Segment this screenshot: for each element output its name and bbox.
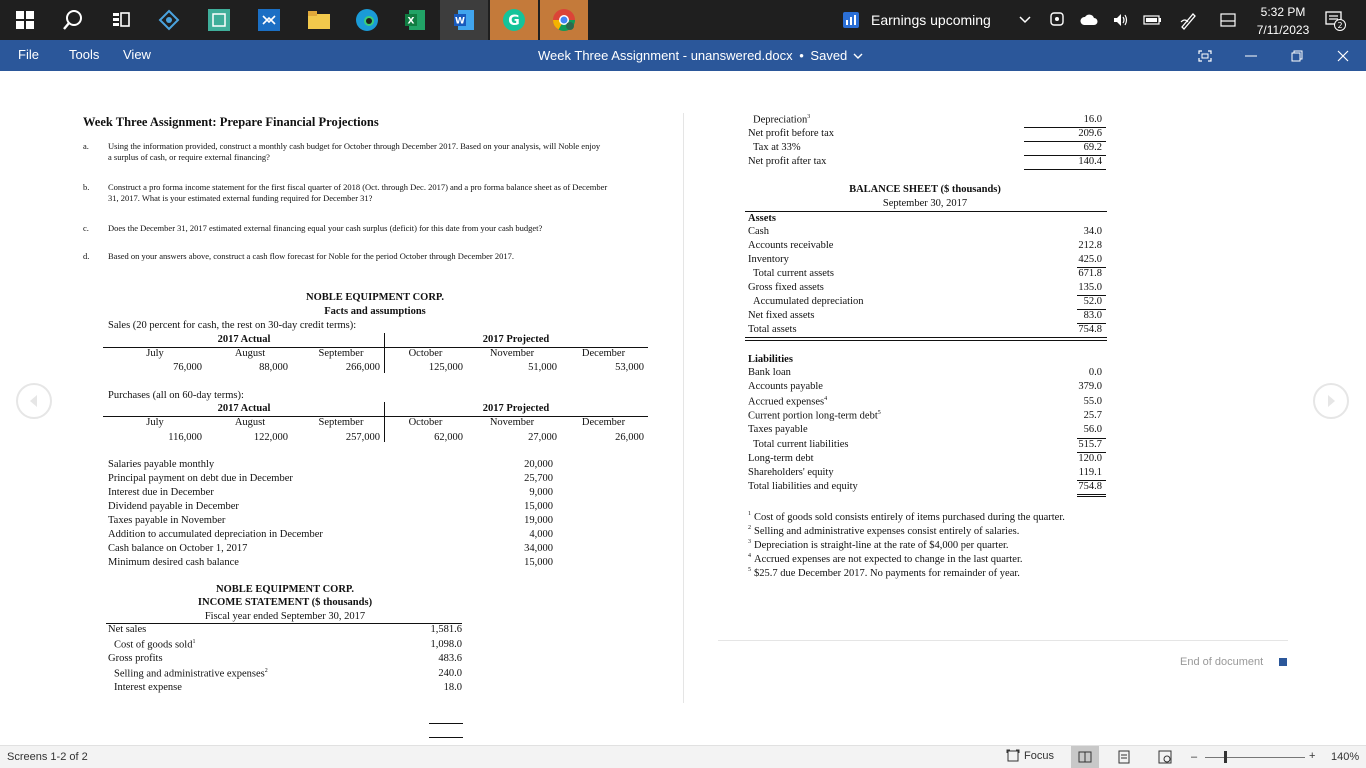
sales-month-5: November — [489, 348, 535, 359]
liability-label — [748, 481, 858, 492]
asset-underline — [1077, 323, 1106, 324]
liability-label-text: Total current liabilities — [753, 438, 849, 450]
title-separator: • — [799, 48, 804, 63]
purchases-label: Purchases (all on 60-day terms): — [108, 390, 244, 401]
footnote-number: 3 — [748, 539, 751, 545]
asset-value: 135.0 — [1078, 282, 1102, 293]
document-filename: Week Three Assignment - unanswered.docx — [538, 48, 793, 63]
sales-label: Sales (20 percent for cash, the rest on 30-day credit terms): — [108, 320, 357, 331]
sales-value-3: 266,000 — [345, 362, 380, 373]
footnote-ref: 3 — [807, 114, 811, 120]
notification-icon[interactable] — [1322, 0, 1348, 40]
footnote-ref: 5 — [877, 409, 881, 416]
asset-value: 425.0 — [1078, 254, 1102, 265]
income-cont-underline — [1024, 169, 1106, 170]
zoom-slider[interactable] — [1205, 757, 1305, 758]
remote-app-icon[interactable] — [252, 0, 286, 40]
end-rule — [718, 640, 1288, 641]
footnote — [748, 525, 1019, 537]
asset-value: 671.8 — [1078, 268, 1102, 279]
windows-start-icon[interactable] — [8, 0, 42, 40]
assumption-value: 9,000 — [529, 487, 553, 498]
assumption-label: Cash balance on October 1, 2017 — [108, 543, 248, 554]
liability-underline — [1077, 494, 1106, 495]
screens-indicator: Screens 1-2 of 2 — [7, 751, 88, 763]
total-assets-double-rule — [745, 337, 1107, 338]
document-area — [0, 71, 1366, 745]
purchases-value-2: 122,000 — [253, 432, 288, 443]
purchases-month-5: November — [489, 417, 535, 428]
balance-sheet-title: BALANCE SHEET ($ thousands) — [849, 184, 1001, 195]
income-cont-label — [748, 128, 834, 139]
sales-month-2: August — [234, 348, 266, 359]
footnote-ref: 4 — [824, 395, 828, 402]
liability-value: 119.1 — [1078, 467, 1102, 479]
purchases-value-3: 257,000 — [345, 432, 380, 443]
svg-text:W: W — [455, 16, 465, 27]
balance-sheet-rule — [745, 211, 1107, 212]
liability-label-text: Long-term debt — [748, 452, 814, 464]
sales-value-6: 53,000 — [615, 362, 644, 373]
asset-label — [748, 254, 789, 265]
pen-icon[interactable] — [1178, 0, 1200, 40]
focus-button[interactable] — [1006, 749, 1054, 763]
question-a-line2: a surplus of cash, or require external financing? — [108, 152, 270, 162]
liability-label-text: Taxes payable — [748, 424, 808, 436]
asset-label — [748, 310, 814, 321]
zoom-slider-thumb[interactable] — [1224, 751, 1227, 763]
read-mode-icon[interactable] — [1078, 751, 1092, 763]
app-icon[interactable] — [152, 0, 186, 40]
footnote — [748, 567, 1020, 579]
previous-screen-button[interactable] — [16, 383, 52, 419]
income-cont-value: 140.4 — [1078, 156, 1102, 167]
question-a-letter: a. — [83, 141, 89, 151]
zoom-level[interactable]: 140% — [1331, 751, 1360, 763]
liability-label — [748, 396, 827, 408]
status-bar — [0, 745, 1366, 768]
purchases-month-4: October — [408, 417, 443, 428]
income-cont-label — [748, 156, 826, 167]
liability-label-text: Current portion long-term debt — [748, 410, 878, 422]
income-cont-value: 209.6 — [1078, 128, 1102, 139]
assumption-label: Dividend payable in December — [108, 501, 239, 512]
is-corp-name: NOBLE EQUIPMENT CORP. — [216, 584, 354, 595]
sales-month-4: October — [408, 348, 443, 359]
income-cont-underline — [1024, 155, 1106, 156]
focus-icon — [1006, 749, 1020, 763]
purchases-value-1: 116,000 — [168, 432, 202, 443]
sales-projected-header: 2017 Projected — [482, 334, 550, 345]
liability-value: 379.0 — [1078, 381, 1102, 393]
liability-value: 515.7 — [1078, 438, 1102, 450]
liability-label-text: Shareholders' equity — [748, 467, 834, 479]
sales-month-1: July — [146, 348, 164, 359]
income-value: 18.0 — [443, 682, 462, 694]
income-label-text: Net sales — [108, 624, 147, 635]
liability-label — [748, 467, 834, 478]
asset-label-text: Accounts receivable — [748, 240, 834, 251]
corp-name: NOBLE EQUIPMENT CORP. — [306, 292, 444, 303]
grammarly-icon[interactable] — [497, 0, 531, 40]
assumption-value: 4,000 — [529, 529, 553, 540]
footnote — [748, 553, 1023, 565]
liability-label — [748, 367, 791, 378]
income-cont-label-text: Net profit before tax — [748, 128, 835, 139]
income-cont-value: 69.2 — [1083, 142, 1102, 153]
purchases-month-6: December — [581, 417, 626, 428]
footnote-text: Selling and administrative expenses consist entirely of salaries. — [754, 525, 1020, 537]
document-title[interactable] — [538, 48, 863, 63]
question-c-line1: Does the December 31, 2017 estimated external financing equal your cash surplus (deficit) for this date from your cash budget? — [108, 223, 543, 233]
next-screen-button[interactable] — [1313, 383, 1349, 419]
asset-label — [753, 268, 834, 279]
footnote — [748, 511, 1065, 523]
keyboard-icon[interactable] — [1218, 0, 1238, 40]
taskbar — [0, 0, 1366, 40]
liability-label — [748, 424, 808, 435]
is-subtitle: Fiscal year ended September 30, 2017 — [204, 611, 366, 622]
question-c-letter: c. — [83, 223, 89, 233]
camera-icon[interactable] — [1048, 0, 1066, 40]
purchases-divider — [384, 402, 385, 442]
asset-label-text: Total current assets — [753, 268, 834, 279]
clock-time: 5:32 PM — [1260, 5, 1306, 19]
question-d-line1: Based on your answers above, construct a cash flow forecast for Noble for the period October through December 2017. — [108, 251, 514, 261]
liability-label-text: Accrued expenses — [748, 396, 825, 408]
focus-label: Focus — [1024, 750, 1054, 762]
sales-divider — [384, 333, 385, 373]
income-cont-underline — [1024, 127, 1106, 128]
liability-value: 0.0 — [1088, 367, 1102, 378]
chevron-right-icon — [1315, 385, 1347, 417]
assumption-value: 15,000 — [524, 557, 553, 568]
sales-value-5: 51,000 — [528, 362, 557, 373]
menu-tools[interactable]: Tools — [69, 47, 100, 62]
asset-underline — [1077, 295, 1106, 296]
footnote-ref: 1 — [192, 638, 196, 645]
question-b-letter: b. — [83, 182, 90, 192]
purchases-projected-header: 2017 Projected — [482, 403, 550, 414]
income-value: 1,098.0 — [430, 638, 462, 650]
minimize-icon[interactable] — [1242, 40, 1260, 71]
income-value: 483.6 — [438, 653, 462, 665]
chevron-up-icon[interactable] — [1016, 0, 1034, 40]
earnings-news-text[interactable]: Earnings upcoming — [871, 12, 991, 28]
assumption-label: Salaries payable monthly — [108, 459, 215, 470]
income-cont-label-text: Depreciation — [753, 114, 808, 126]
asset-label — [748, 226, 769, 237]
income-cont-underline — [1024, 141, 1106, 142]
chrome-icon[interactable] — [547, 0, 581, 40]
widgets-icon[interactable] — [104, 0, 138, 40]
asset-label — [748, 240, 833, 251]
is-title: INCOME STATEMENT ($ thousands) — [197, 597, 373, 608]
income-label — [108, 653, 163, 664]
liability-label — [748, 410, 881, 422]
volume-icon[interactable] — [1110, 0, 1132, 40]
question-b-line1: Construct a pro forma income statement for the first fiscal quarter of 2018 (Oct. through Dec. 2017) and a pro forma balance sheet as of December — [108, 182, 608, 192]
question-d-letter: d. — [83, 251, 90, 261]
zoom-in-button[interactable]: + — [1309, 750, 1316, 762]
asset-value: 52.0 — [1083, 296, 1102, 307]
asset-label — [748, 324, 797, 335]
liability-label-text: Accounts payable — [748, 381, 823, 393]
clock-date: 7/11/2023 — [1256, 23, 1310, 37]
footnote-number: 5 — [748, 567, 751, 573]
close-icon[interactable] — [1334, 40, 1352, 71]
income-label — [114, 668, 268, 680]
file-explorer-icon[interactable] — [302, 0, 336, 40]
income-underline — [429, 723, 463, 724]
onedrive-cloud-icon[interactable] — [1078, 0, 1100, 40]
menu-file[interactable]: File — [18, 47, 39, 62]
question-a-line1: Using the information provided, construct a monthly cash budget for October through December 2017. Based on your analysis, will Noble enjoy — [108, 141, 601, 151]
purchases-value-5: 27,000 — [528, 432, 557, 443]
assumption-label: Minimum desired cash balance — [108, 557, 239, 568]
assumption-value: 25,700 — [524, 473, 553, 484]
stocks-icon[interactable] — [840, 0, 862, 40]
liability-label — [748, 381, 823, 392]
assumption-value: 20,000 — [524, 459, 553, 470]
sales-month-6: December — [581, 348, 626, 359]
liability-value: 120.0 — [1078, 452, 1102, 464]
asset-underline — [1077, 309, 1106, 310]
fullscreen-icon[interactable] — [1196, 40, 1214, 71]
liability-underline — [1077, 480, 1106, 481]
income-cont-label-text: Tax at 33% — [753, 142, 801, 153]
liability-value: 25.7 — [1083, 409, 1102, 421]
svg-text:X: X — [407, 16, 415, 27]
print-layout-icon[interactable] — [1118, 750, 1130, 764]
end-of-document-label: End of document — [1180, 656, 1264, 668]
footnote-number: 1 — [748, 511, 751, 517]
web-layout-icon[interactable] — [1158, 750, 1172, 764]
footnote-number: 2 — [748, 525, 751, 531]
asset-value: 754.8 — [1078, 324, 1102, 335]
restore-icon[interactable] — [1288, 40, 1306, 71]
income-label — [114, 682, 182, 693]
liabilities-heading: Liabilities — [748, 354, 793, 365]
question-b-line2: 31, 2017. What is your estimated external funding required for December 31? — [108, 193, 373, 203]
liability-label-text: Total liabilities and equity — [748, 481, 858, 493]
purchases-value-4: 62,000 — [434, 432, 463, 443]
asset-value: 212.8 — [1078, 240, 1102, 251]
asset-value: 34.0 — [1083, 226, 1102, 237]
asset-label-text: Total assets — [748, 324, 797, 335]
assets-heading: Assets — [748, 213, 776, 224]
footnote-text: $25.7 due December 2017. No payments for remainder of year. — [754, 567, 1020, 579]
liability-value: 55.0 — [1083, 395, 1102, 407]
assumption-label: Addition to accumulated depreciation in December — [108, 529, 323, 540]
calculator-app-icon[interactable] — [202, 0, 236, 40]
asset-underline — [1077, 267, 1106, 268]
liability-underline — [1077, 438, 1106, 439]
search-icon[interactable] — [56, 0, 90, 40]
income-underline — [429, 737, 463, 738]
edge-browser-icon[interactable] — [350, 0, 384, 40]
notification-count: 2 — [1337, 21, 1343, 30]
chevron-left-icon — [18, 385, 50, 417]
liability-value: 754.8 — [1078, 481, 1102, 493]
footnote-text: Cost of goods sold consists entirely of items purchased during the quarter. — [754, 511, 1065, 523]
income-label-text: Gross profits — [108, 653, 163, 665]
income-cont-label-text: Net profit after tax — [748, 156, 827, 167]
sales-month-3: September — [318, 348, 364, 359]
assumption-value: 15,000 — [524, 501, 553, 512]
purchases-actual-header: 2017 Actual — [217, 403, 271, 414]
word-icon[interactable] — [447, 0, 481, 40]
balance-sheet-date: September 30, 2017 — [882, 198, 968, 209]
asset-label-text: Net fixed assets — [748, 310, 815, 321]
income-value: 1,581.6 — [430, 624, 462, 635]
sales-value-4: 125,000 — [428, 362, 463, 373]
purchases-month-3: September — [318, 417, 364, 428]
svg-text:G: G — [508, 13, 520, 29]
asset-label-text: Gross fixed assets — [748, 282, 824, 293]
zoom-out-button[interactable]: – — [1191, 751, 1198, 763]
liability-label — [748, 453, 814, 464]
menu-view[interactable]: View — [123, 47, 151, 62]
asset-label-text: Accumulated depreciation — [753, 296, 864, 307]
assumption-label: Taxes payable in November — [108, 515, 226, 526]
system-clock[interactable] — [1244, 3, 1322, 39]
asset-label-text: Cash — [748, 226, 769, 237]
liability-label-text: Bank loan — [748, 367, 791, 378]
end-of-document-marker — [1279, 658, 1287, 666]
income-label-text: Selling and administrative expenses — [114, 668, 265, 680]
asset-label-text: Inventory — [748, 254, 789, 265]
purchases-month-1: July — [146, 417, 164, 428]
asset-value: 83.0 — [1083, 310, 1102, 321]
liability-label — [753, 439, 848, 450]
income-cont-label — [753, 142, 801, 153]
assumption-label: Principal payment on debt due in December — [108, 473, 293, 484]
asset-label — [753, 296, 864, 307]
facts-heading: Facts and assumptions — [324, 306, 426, 317]
battery-icon[interactable] — [1142, 0, 1164, 40]
footnote-text: Depreciation is straight-line at the rate of $4,000 per quarter. — [754, 539, 1009, 551]
income-label — [114, 639, 195, 651]
assumption-label: Interest due in December — [108, 487, 214, 498]
income-cont-value: 16.0 — [1083, 114, 1102, 125]
liability-value: 56.0 — [1083, 424, 1102, 436]
footnote-text: Accrued expenses are not expected to change in the last quarter. — [754, 553, 1023, 565]
income-label-text: Cost of goods sold — [114, 639, 193, 651]
footnote-number: 4 — [748, 553, 751, 559]
asset-label — [748, 282, 824, 293]
purchases-month-2: August — [234, 417, 266, 428]
chevron-down-icon — [853, 53, 863, 60]
income-value: 240.0 — [438, 667, 462, 679]
income-label — [108, 624, 146, 635]
income-label-text: Interest expense — [114, 682, 182, 694]
word-menubar — [0, 40, 1366, 71]
assumption-value: 34,000 — [524, 543, 553, 554]
sales-value-1: 76,000 — [173, 362, 202, 373]
liability-underline — [1077, 452, 1106, 453]
assignment-heading: Week Three Assignment: Prepare Financial Projections — [83, 115, 379, 129]
excel-icon[interactable] — [398, 0, 432, 40]
income-cont-label — [753, 114, 810, 126]
footnote — [748, 539, 1009, 551]
save-status: Saved — [810, 48, 848, 63]
sales-value-2: 88,000 — [259, 362, 288, 373]
footnote-ref: 2 — [264, 667, 268, 674]
purchases-value-6: 26,000 — [615, 432, 644, 443]
sales-actual-header: 2017 Actual — [217, 334, 271, 345]
liability-double-rule — [1077, 496, 1106, 497]
total-assets-double-rule — [745, 340, 1107, 341]
page-separator — [683, 113, 684, 703]
assumption-value: 19,000 — [524, 515, 553, 526]
